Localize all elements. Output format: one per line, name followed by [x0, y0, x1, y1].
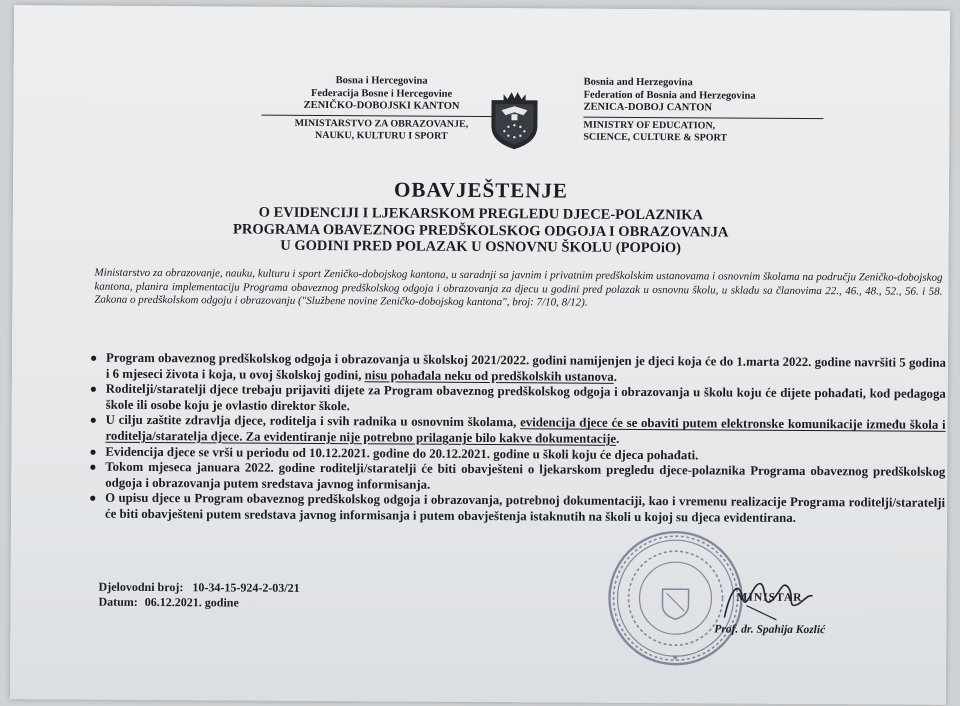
notice-bullet-list: [87, 351, 946, 528]
header-right-country: Bosnia and Herzegovina: [583, 76, 693, 89]
list-item: [88, 382, 946, 418]
bullet-text: Program obaveznog predškolskog odgoja i obrazovanja u školskoj 2021/2022. godini namijenjen je djeci koja će do 1.marta 2022. godine navršiti 5 godina i 6 mjeseci života i koja, u ovoj školskoj godini,: [105, 350, 947, 382]
document-title: OBAVJEŠTENJE: [394, 177, 569, 203]
header-left-ministry-2: NAUKU, KULTURU I SPORT: [314, 129, 448, 142]
bullet-text: Tokom mjeseca januara 2022. godine roditelji/staratelji će biti obavješteni o ljekarskom pregledu djece-polaznika Programa obaveznog predškolskog odgoja i obrazovanja putem sredstava javnog informisanja.: [105, 459, 946, 492]
header-right-block: [583, 77, 823, 145]
date-label: Datum:: [98, 594, 138, 609]
list-item: [88, 351, 946, 387]
document-page: [10, 5, 950, 705]
signatory-name: Prof. dr. Spahija Kozlić: [714, 623, 826, 637]
list-item: [87, 413, 945, 449]
header-right-ministry-2: SCIENCE, CULTURE & SPORT: [583, 131, 728, 144]
reference-block: [98, 580, 299, 611]
bullet-icon: ●: [89, 444, 97, 459]
subtitle-line-2: PROGRAMA OBAVEZNOG PREDŠKOLSKOG ODGOJA I OBRAZOVANJA: [233, 220, 729, 241]
bullet-icon: ●: [89, 350, 98, 365]
bullet-text: U cilju zaštite zdravlja djece, roditelja i svih radnika u osnovnim školama,: [105, 413, 521, 430]
header-left-ministry-1: MINISTARSTVO ZA OBRAZOVANJE,: [294, 117, 469, 130]
header-right-ministry-1: MINISTRY OF EDUCATION,: [583, 119, 716, 131]
reference-number-label: Djelovodni broj:: [98, 579, 184, 595]
date-value: 06.12.2021. godine: [144, 594, 239, 610]
reference-number-row: [99, 580, 300, 596]
list-item: [87, 491, 945, 527]
bullet-icon: ●: [89, 459, 97, 474]
header-left-federation: Federacija Bosne i Hercegovine: [310, 87, 453, 100]
header-right-canton: ZENICA-DOBOJ CANTON: [583, 101, 713, 114]
list-item: [87, 460, 945, 496]
bullet-icon: ●: [89, 381, 98, 396]
handwritten-signature-icon: [716, 569, 816, 630]
header-right-federation: Federation of Bosnia and Herzegovina: [583, 89, 756, 102]
subtitle-line-3: U GODINI PRED POLAZAK U OSNOVNU ŠKOLU (POPOiO): [280, 237, 682, 257]
bullet-underlined-text: evidencija djece će se obaviti putem elektronske komunikacije između škola i roditelja/staratelja djece. Za evidentiranje nije potrebno prilaganje bilo kakve dokumentacije: [105, 415, 946, 446]
bullet-tail: .: [616, 431, 620, 446]
reference-number-value: 10-34-15-924-2-03/21: [192, 580, 300, 595]
bullet-underlined-text: nisu pohađala neku od predškolskih ustanova: [364, 367, 614, 384]
date-row: [98, 595, 299, 611]
bullet-text: Evidencija djece se vrši u periodu od 10.12.2021. godine do 20.12.2021. godine u školi koju će djeca pohađati.: [105, 444, 699, 462]
bullet-icon: ●: [89, 412, 97, 428]
header-left-country: Bosna i Hercegovina: [335, 75, 428, 87]
bullet-icon: ●: [89, 490, 97, 506]
intro-paragraph: Ministarstvo za obrazovanje, nauku, kulturu i sport Zeničko-dobojskog kantona, u saradnji sa javnim i privatnim predškolskim ustanovama i osnovnim školama na području Zeničko-dobojskog kantona, planira implementaciju Programa obaveznog predškolskog odgoja i obrazovanja za djecu u godini pred polazak u osnovnu školu, u skladu sa članovima 22., 46., 48., 52., 56. i 58. Zakona o predškolskom odgoju i obrazovanju ("Službene novine Zeničko-dobojskog kantona", broj: 7/10, 8/12).: [94, 266, 943, 309]
bullet-text: O upisu djece u Program obaveznog predškolskog odgoja i obrazovanja, potrebnoj dokumentaciji, kao i vremenu realizacije Programa roditelji/staratelji će biti obavješteni putem sredstava javnog informisanja i putem obavještenja istaknutih na školi u kojoj su djeca evidentirana.: [104, 491, 946, 525]
header-right-rule: [583, 116, 823, 118]
header-left-canton: ZENIČKO-DOBOJSKI KANTON: [303, 99, 460, 112]
signatory-role: MINISTAR: [736, 591, 803, 604]
header-left-block: [261, 75, 501, 143]
header-left-rule: [261, 114, 501, 116]
bullet-text: Roditelji/staratelji djece trebaju prijaviti dijete za Program obaveznog predškolskog odgoja i obrazovanja u školu koju će dijete pohađati, kod pedagoga škole ili osobe koju je ovlastio direktor škole.: [105, 381, 946, 413]
cantonal-coat-of-arms-icon: [487, 88, 541, 150]
subtitle-line-1: O EVIDENCIJI I LJEKARSKOM PREGLEDU DJECE-POLAZNIKA: [258, 204, 704, 224]
bullet-tail: .: [613, 369, 617, 384]
document-subtitle: [13, 203, 949, 258]
